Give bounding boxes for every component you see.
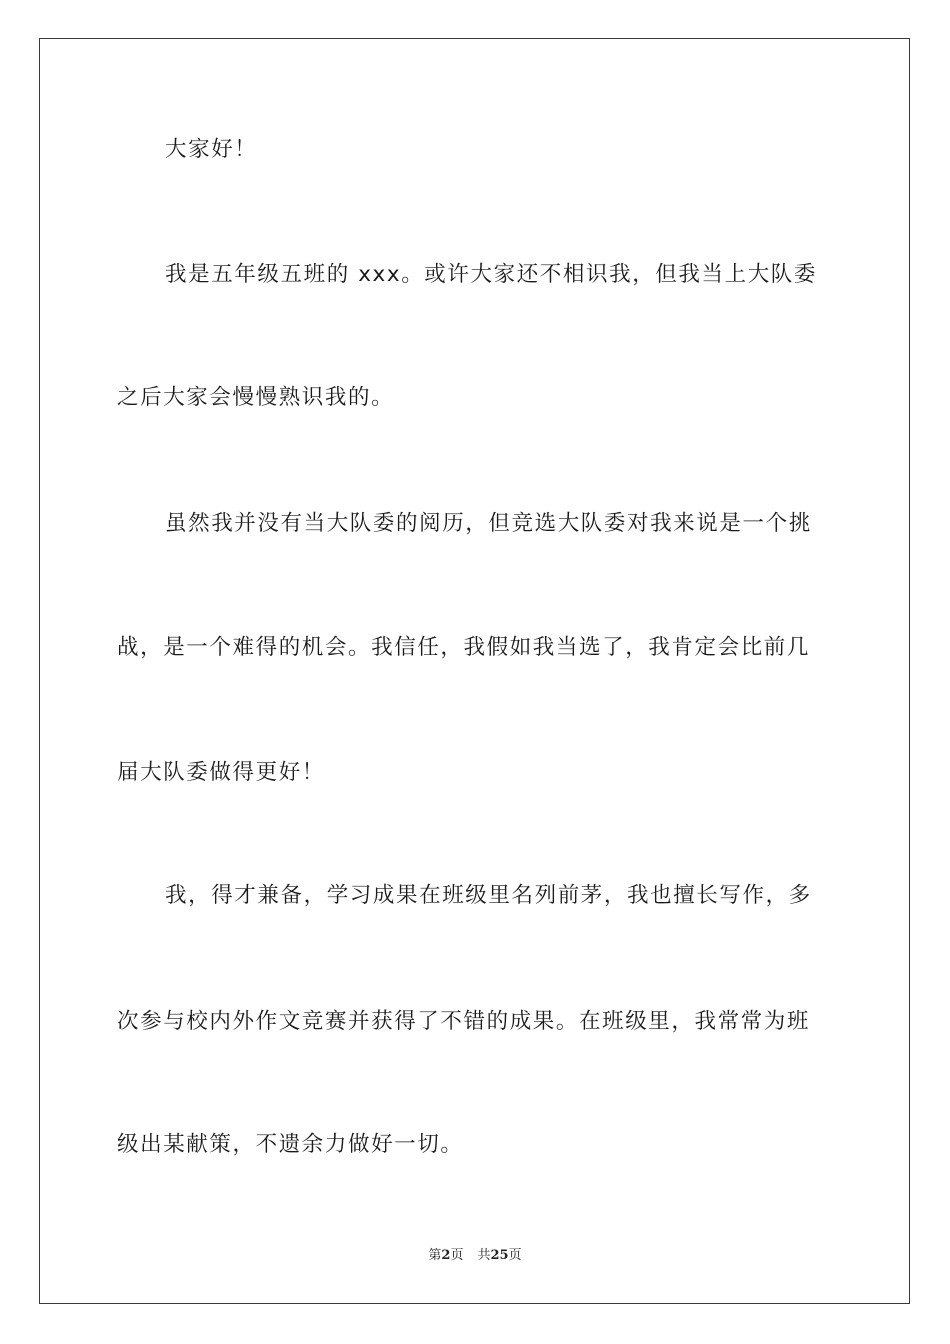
page-frame xyxy=(39,38,910,1304)
paragraph-2-line-1: 我是五年级五班的 xxx。或许大家还不相识我，但我当上大队委 xyxy=(165,262,818,287)
page-suffix: 页 xyxy=(450,1248,464,1263)
total-suffix: 页 xyxy=(508,1248,522,1263)
page-total: 25 xyxy=(490,1248,509,1263)
paragraph-3-line-1: 虽然我并没有当大队委的阅历，但竞选大队委对我来说是一个挑 xyxy=(165,511,812,536)
paragraph-4-line-3: 级出某献策，不遗余力做好一切。 xyxy=(117,1132,464,1157)
paragraph-2-line-2: 之后大家会慢慢熟识我的。 xyxy=(117,385,395,410)
total-prefix: 共 xyxy=(477,1248,491,1263)
paragraph-3-line-3: 届大队委做得更好！ xyxy=(117,760,325,785)
paragraph-3-line-2: 战，是一个难得的机会。我信任，我假如我当选了，我肯定会比前几 xyxy=(117,635,811,660)
page-prefix: 第 xyxy=(428,1248,442,1263)
paragraph-1-line-1: 大家好！ xyxy=(165,137,258,162)
page-footer xyxy=(0,1247,950,1265)
paragraph-4-line-2: 次参与校内外作文竞赛并获得了不错的成果。在班级里，我常常为班 xyxy=(117,1009,811,1034)
paragraph-4-line-1: 我，得才兼备，学习成果在班级里名列前茅，我也擅长写作，多 xyxy=(165,883,812,908)
page-current: 2 xyxy=(441,1248,451,1263)
